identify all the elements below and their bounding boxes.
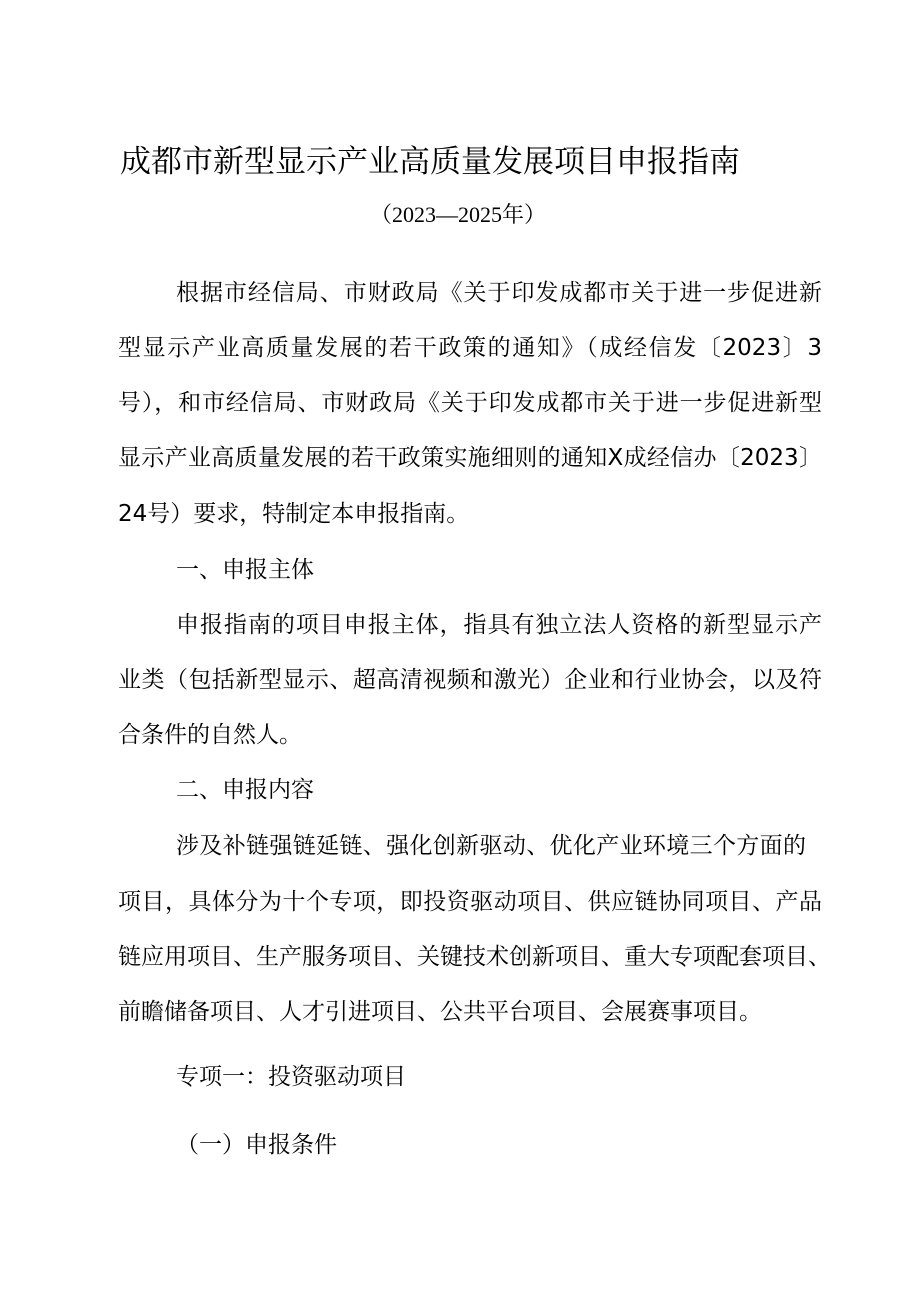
- section2-line-3: 链应用项目、生产服务项目、关键技术创新项目、重大专项配套项目、: [118, 944, 831, 970]
- section2-line-4: 前瞻储备项目、人才引进项目、公共平台项目、会展赛事项目。: [118, 999, 762, 1025]
- subsection1-heading: （一）申报条件: [176, 1132, 337, 1158]
- section1-line-1: 申报指南的项目申报主体，指具有独立法人资格的新型显示产: [176, 612, 822, 638]
- intro-line-1: 根据市经信局、市财政局《关于印发成都市关于进一步促进新: [176, 280, 822, 306]
- section1-heading: 一、申报主体: [176, 557, 314, 583]
- section2-line-1: 涉及补链强链延链、强化创新驱动、优化产业环境三个方面的: [176, 833, 806, 859]
- section2-heading: 二、申报内容: [176, 777, 314, 803]
- section1-line-3: 合条件的自然人。: [118, 722, 302, 748]
- document-subtitle: （2023—2025年）: [370, 202, 547, 227]
- section1-line-2: 业类（包括新型显示、超高清视频和激光）企业和行业协会，以及符: [118, 667, 822, 693]
- intro-line-5: 24号）要求，特制定本申报指南。: [118, 501, 470, 527]
- intro-line-4: 显示产业高质量发展的若干政策实施细则的通知X成经信办〔2023〕: [118, 445, 822, 471]
- intro-line-2: 型显示产业高质量发展的若干政策的通知》（成经信发〔2023〕3: [118, 335, 822, 361]
- special1-heading: 专项一：投资驱动项目: [176, 1064, 406, 1090]
- document-title: 成都市新型显示产业高质量发展项目申报指南: [120, 144, 740, 180]
- section2-line-2: 项目，具体分为十个专项，即投资驱动项目、供应链协同项目、产品: [118, 889, 822, 915]
- intro-line-3: 号），和市经信局、市财政局《关于印发成都市关于进一步促进新型: [118, 390, 822, 416]
